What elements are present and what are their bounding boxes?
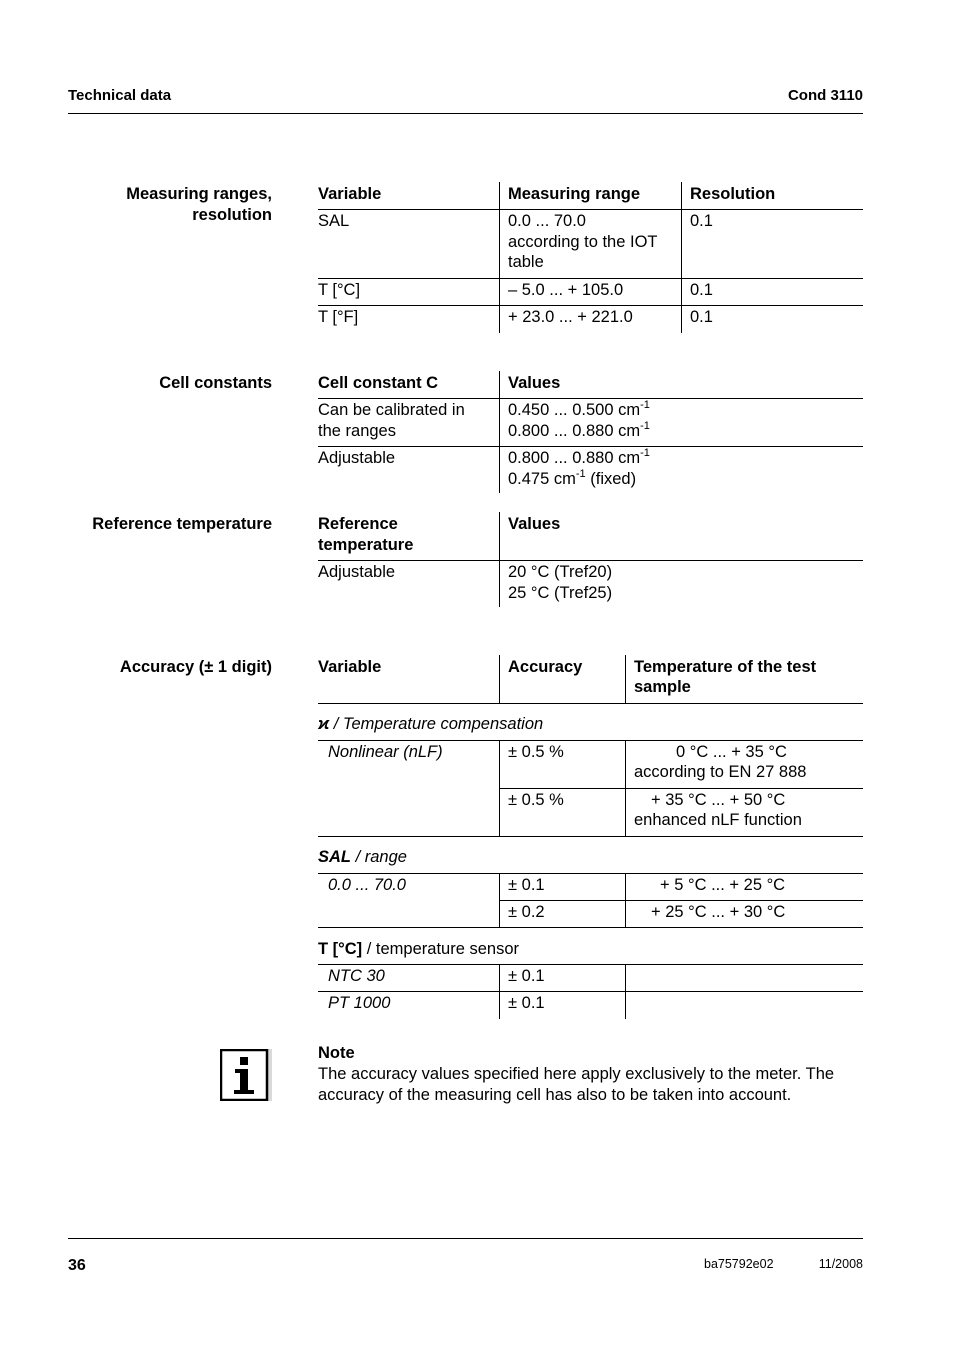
table-cell: ± 0.1 xyxy=(508,994,545,1012)
table-cell: table xyxy=(508,253,544,271)
table-cell xyxy=(508,469,636,490)
row-rule xyxy=(318,305,863,306)
row-rule xyxy=(318,446,863,447)
table-cell: + 35 °C ... + 50 °C xyxy=(651,791,786,809)
col-divider xyxy=(499,182,500,333)
table-cell: 0.1 xyxy=(690,308,713,326)
table-cell: 0.1 xyxy=(690,281,713,299)
table-cell: – 5.0 ... + 105.0 xyxy=(508,281,624,299)
table-cell: enhanced nLF function xyxy=(634,811,802,829)
table-cell: ± 0.1 xyxy=(508,967,545,985)
table-cell: + 5 °C ... + 25 °C xyxy=(660,876,786,894)
section-label-reference-temperature: Reference temperature xyxy=(92,515,272,533)
table-cell xyxy=(508,421,650,442)
col-divider xyxy=(499,655,500,703)
table-cell: 25 °C (Tref25) xyxy=(508,584,613,602)
value-text: 0.800 ... 0.880 cm xyxy=(508,449,641,467)
table-cell: Nonlinear (nLF) xyxy=(328,743,443,761)
col-header-temperature: sample xyxy=(634,678,691,696)
group-title-conductivity xyxy=(318,714,543,735)
row-rule xyxy=(318,398,863,399)
table-cell: SAL xyxy=(318,212,350,230)
row-rule xyxy=(318,927,863,928)
note-text-line: The accuracy values specified here apply exclusively to the meter. The xyxy=(318,1065,835,1083)
value-text: 0.475 cm xyxy=(508,470,576,488)
table-cell: ± 0.2 xyxy=(508,903,545,921)
col-divider xyxy=(681,182,682,333)
table-cell: ± 0.5 % xyxy=(508,743,564,761)
table-cell: the ranges xyxy=(318,422,396,440)
row-rule xyxy=(318,964,863,965)
col-header-values: Values xyxy=(508,515,561,533)
col-header-accuracy: Accuracy xyxy=(508,658,583,676)
running-header-left: Technical data xyxy=(68,87,172,104)
section-label-accuracy: Accuracy (± 1 digit) xyxy=(119,658,272,676)
footer-rule xyxy=(68,1238,863,1239)
table-cell: NTC 30 xyxy=(328,967,385,985)
group-title-text: / range xyxy=(351,848,407,866)
col-header-variable: Variable xyxy=(318,658,382,676)
row-rule xyxy=(318,703,863,704)
table-cell: 0 °C ... + 35 °C xyxy=(676,743,787,761)
col-header-measuring-range: Measuring range xyxy=(508,185,641,203)
table-cell: 0.0 ... 70.0 xyxy=(328,876,406,894)
table-cell: T [°F] xyxy=(318,308,359,326)
value-text: 0.450 ... 0.500 cm xyxy=(508,401,641,419)
table-cell: ± 0.5 % xyxy=(508,791,564,809)
row-rule xyxy=(318,560,863,561)
table-cell xyxy=(508,448,650,469)
table-cell: + 23.0 ... + 221.0 xyxy=(508,308,633,326)
table-cell xyxy=(508,400,650,421)
row-rule xyxy=(318,836,863,837)
group-title-text: / temperature sensor xyxy=(362,940,519,958)
table-cell: Can be calibrated in xyxy=(318,401,465,419)
group-title-bold: SAL xyxy=(318,848,351,866)
col-divider xyxy=(625,655,626,703)
table-cell: Adjustable xyxy=(318,449,396,467)
row-rule xyxy=(318,991,863,992)
page-number: 36 xyxy=(68,1257,86,1274)
col-header-reference: temperature xyxy=(318,536,414,554)
section-label-cell-constants: Cell constants xyxy=(159,374,272,392)
col-header-reference: Reference xyxy=(318,515,398,533)
table-cell: ± 0.1 xyxy=(508,876,545,894)
row-rule xyxy=(318,740,863,741)
running-header-right: Cond 3110 xyxy=(787,87,863,104)
section-label-line: Measuring ranges, xyxy=(126,185,272,203)
info-icon xyxy=(220,1049,272,1101)
table-cell: T [°C] xyxy=(318,281,361,299)
col-divider xyxy=(499,371,500,493)
exponent: -1 xyxy=(640,419,650,432)
document-date: 11/2008 xyxy=(818,1257,863,1271)
table-cell: 0.0 ... 70.0 xyxy=(508,212,586,230)
header-rule xyxy=(68,113,863,114)
document-number: ba75792e02 xyxy=(704,1257,774,1271)
section-label-measuring xyxy=(60,184,272,225)
row-rule xyxy=(499,900,863,901)
table-cell: + 25 °C ... + 30 °C xyxy=(651,903,786,921)
exponent: -1 xyxy=(640,446,650,459)
table-cell: 20 °C (Tref20) xyxy=(508,563,613,581)
section-label-line: resolution xyxy=(192,205,272,224)
value-text: 0.800 ... 0.880 cm xyxy=(508,422,641,440)
exponent: -1 xyxy=(575,467,586,480)
group-title-text: / Temperature compensation xyxy=(329,715,544,733)
value-suffix: (fixed) xyxy=(585,470,637,488)
row-rule xyxy=(318,873,863,874)
group-title-salinity xyxy=(318,847,407,868)
col-header-temperature: Temperature of the test xyxy=(634,658,817,676)
table-cell: according to the IOT xyxy=(508,233,658,251)
col-header-cell-constant: Cell constant C xyxy=(318,374,439,392)
row-rule xyxy=(318,278,863,279)
col-header-values: Values xyxy=(508,374,561,392)
note-text-line: accuracy of the measuring cell has also to be taken into account. xyxy=(318,1086,792,1104)
table-cell: Adjustable xyxy=(318,563,396,581)
note-title: Note xyxy=(318,1044,355,1062)
exponent: -1 xyxy=(640,398,650,411)
table-cell: PT 1000 xyxy=(328,994,391,1012)
row-rule xyxy=(318,209,863,210)
kappa-symbol: ϰ xyxy=(318,715,330,733)
table-cell: 0.1 xyxy=(690,212,713,230)
table-cell: according to EN 27 888 xyxy=(634,763,807,781)
group-title-bold: T [°C] xyxy=(318,940,363,958)
col-header-resolution: Resolution xyxy=(690,185,776,203)
group-title-temperature xyxy=(318,939,519,960)
col-header-variable: Variable xyxy=(318,185,382,203)
row-rule xyxy=(499,788,863,789)
